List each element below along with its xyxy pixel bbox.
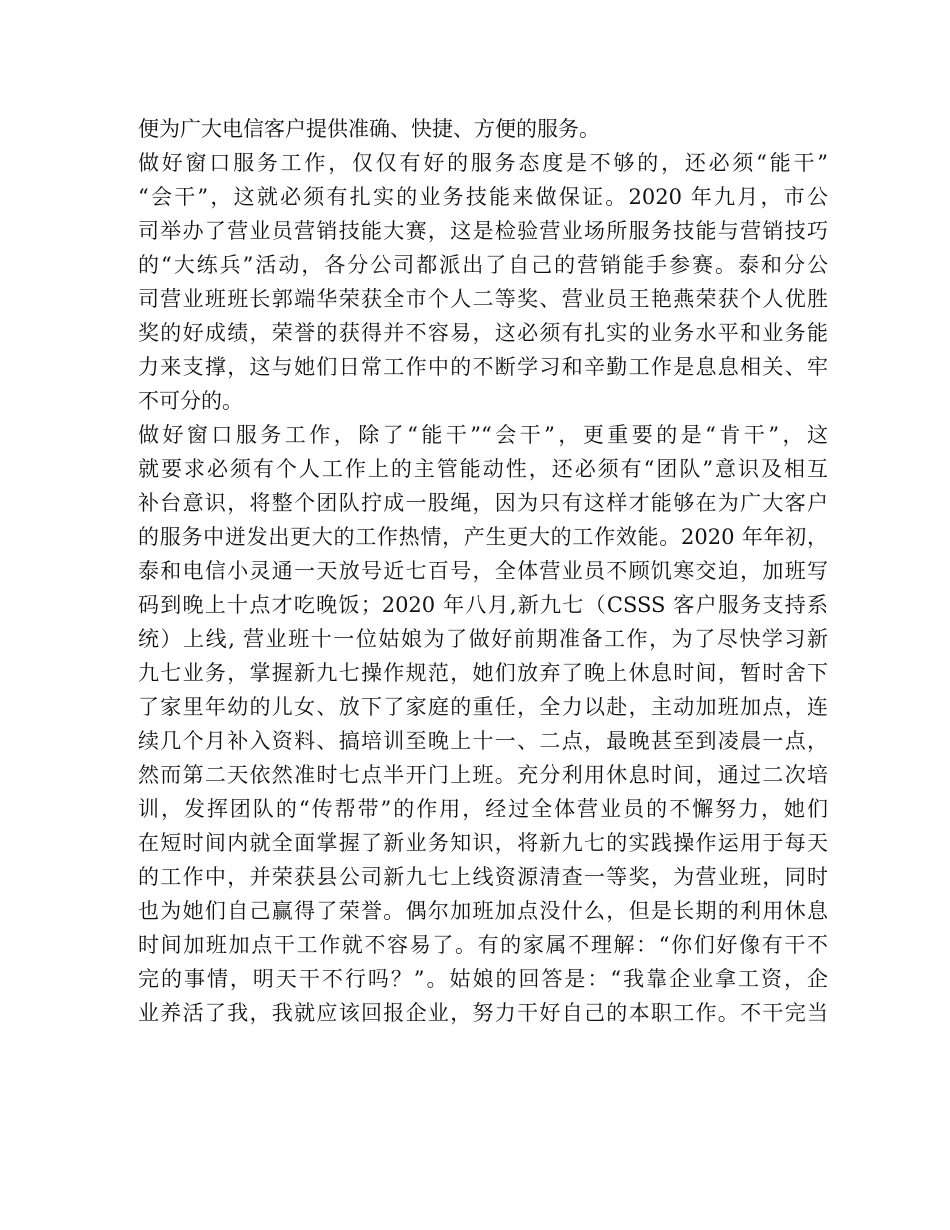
text-line: 做好窗口服务工作，除了“能干”“会干”，更重要的是“肯干”，这 [138, 423, 828, 447]
text-line: 码到晚上十点才吃晚饭；2020 年八月,新九七（CSSS 客户服务支持系 [138, 593, 828, 617]
text-line: 续几个月补入资料、搞培训至晚上十一、二点，最晚甚至到凌晨一点， [138, 729, 828, 753]
text-line: 的工作中，并荣获县公司新九七上线资源清查一等奖，为营业班，同时 [138, 865, 828, 889]
text-line: 泰和电信小灵通一天放号近七百号，全体营业员不顾饥寒交迫，加班写 [138, 559, 828, 583]
text-line: 奖的好成绩，荣誉的获得并不容易，这必须有扎实的业务水平和业务能 [138, 321, 828, 345]
text-line: 的服务中迸发出更大的工作热情，产生更大的工作效能。2020 年年初， [138, 525, 828, 549]
text-line: 便为广大电信客户提供准确、快捷、方便的服务。 [138, 117, 600, 141]
text-line: 做好窗口服务工作，仅仅有好的服务态度是不够的，还必须“能干” [138, 151, 828, 175]
text-line: 司举办了营业员营销技能大赛，这是检验营业场所服务技能与营销技巧 [138, 219, 828, 243]
body-text [138, 112, 828, 1030]
text-line: 训，发挥团队的“传帮带”的作用，经过全体营业员的不懈努力，她们 [138, 797, 828, 821]
text-line: 业养活了我，我就应该回报企业，努力干好自己的本职工作。不干完当 [138, 1001, 828, 1025]
text-line: 统）上线, 营业班十一位姑娘为了做好前期准备工作，为了尽快学习新 [138, 627, 828, 651]
text-line: 九七业务，掌握新九七操作规范，她们放弃了晚上休息时间，暂时舍下 [138, 661, 828, 685]
text-line: 时间加班加点干工作就不容易了。有的家属不理解：“你们好像有干不 [138, 933, 828, 957]
text-line: 然而第二天依然准时七点半开门上班。充分利用休息时间，通过二次培 [138, 763, 828, 787]
text-line: 力来支撑，这与她们日常工作中的不断学习和辛勤工作是息息相关、牢 [138, 355, 828, 379]
text-line: 就要求必须有个人工作上的主管能动性，还必须有“团队”意识及相互 [138, 457, 828, 481]
text-line: 在短时间内就全面掌握了新业务知识，将新九七的实践操作运用于每天 [138, 831, 828, 855]
text-line: 补台意识，将整个团队拧成一股绳，因为只有这样才能够在为广大客户 [138, 491, 828, 515]
text-line: 也为她们自己赢得了荣誉。偶尔加班加点没什么，但是长期的利用休息 [138, 899, 828, 923]
text-line: 的“大练兵”活动，各分公司都派出了自己的营销能手参赛。泰和分公 [138, 253, 828, 277]
text-line: 司营业班班长郭端华荣获全市个人二等奖、营业员王艳燕荣获个人优胜 [138, 287, 828, 311]
text-line: “会干”，这就必须有扎实的业务技能来做保证。2020 年九月，市公 [138, 185, 828, 209]
text-line: 了家里年幼的儿女、放下了家庭的重任，全力以赴，主动加班加点，连 [138, 695, 828, 719]
text-line: 完的事情，明天干不行吗？”。姑娘的回答是：“我靠企业拿工资，企 [138, 967, 828, 991]
text-line: 不可分的。 [138, 389, 243, 413]
